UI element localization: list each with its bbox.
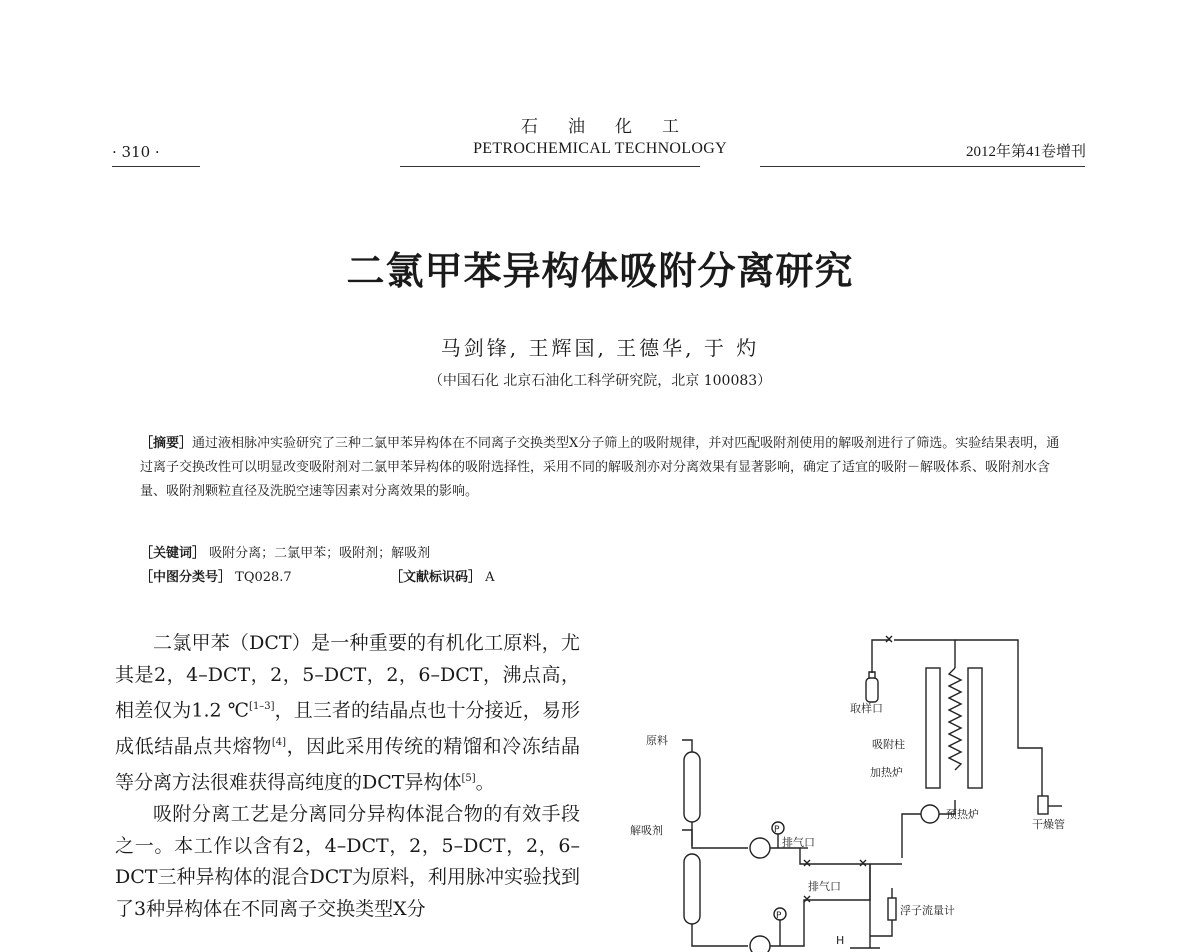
label-column: 吸附柱 [872,738,905,751]
paragraph-1 [115,628,580,799]
apparatus-diagram [610,628,1110,952]
classification [140,566,292,585]
document-code-value: A [485,570,495,585]
document-code [390,566,495,585]
sample-line [872,640,890,653]
citation-1-3: [1–3] [249,701,275,713]
dry-tube [1038,796,1048,814]
label-gauge-2: P [776,911,782,921]
desorbent-vessel [684,854,700,924]
feed-inlet [682,740,692,752]
sample-vessel [866,678,878,702]
label-feed: 原料 [646,734,668,747]
body-text [115,628,580,925]
keywords [140,542,430,561]
abstract [140,432,1060,504]
label-vent-2: 排气口 [808,880,841,893]
preheater-symbol [921,805,939,823]
column-right-jacket [968,668,982,788]
p1-d: 。 [475,771,495,794]
label-flowmeter: 浮子流量计 [900,904,955,917]
classification-value: TQ028.7 [235,570,292,585]
classification-label: ［中图分类号］ [140,570,232,585]
header-rule-left [112,166,200,167]
header-rule-center [400,166,700,167]
header-rule-right [760,166,1085,167]
citation-5: [5] [461,773,476,785]
document-code-label: ［文献标识码］ [390,570,482,585]
abstract-text: 通过液相脉冲实验研究了三种二氯甲苯异构体在不同离子交换类型X分子筛上的吸附规律，并对匹配吸附剂使用的解吸剂进行了筛选。实验结果表明，通过离子交换改性可以明显改变吸附剂对二氯甲苯异构体的吸附选择性，采用不同的解吸剂亦对分离效果有显著影响，确定了适宜的吸附－解吸体系、吸附剂水含量、吸附剂颗粒直径及洗脱空速等因素对分离效果的影响。 [140,436,1060,499]
heating-coil [949,668,961,770]
feed-vessel [684,752,700,822]
page-number: · 310 · [112,143,160,161]
p1-c: ，因此采用传统的精馏和冷冻结晶等分离方法很难获得高纯度的DCT异构体 [115,735,580,794]
label-h2: H [836,934,845,947]
label-gauge-1: P [774,825,780,835]
citation-4: [4] [271,737,286,749]
flowmeter [888,898,896,920]
paper-title: 二氯甲苯异构体吸附分离研究 [346,249,854,293]
label-preheater: 预热炉 [946,808,979,821]
p1-b: ，且三者的结晶点也十分接近，易形成低结晶点共熔物 [115,699,580,758]
label-dry-tube: 干燥管 [1032,818,1065,831]
pump-1 [750,838,770,858]
label-desorbent: 解吸剂 [630,824,663,837]
keywords-label: ［关键词］ [140,546,206,561]
issue-info: 2012年第41卷增刊 [965,144,1086,160]
abstract-label: ［摘要］ [140,436,193,451]
journal-title-cn: 石油化工 [521,117,709,137]
label-furnace: 加热炉 [870,766,903,779]
keywords-text: 吸附分离；二氯甲苯；吸附剂；解吸剂 [209,546,431,561]
authors: 马剑锋, 王辉国, 王德华, 于 灼 [440,336,760,360]
column-left-jacket [926,668,940,788]
desorbent-inlet [682,830,692,846]
affiliation: （中国石化 北京石油化工科学研究院，北京 100083） [428,373,772,389]
paragraph-2: 吸附分离工艺是分离同分异构体混合物的有效手段之一。本工作以含有2，4–DCT，2，5–DCT，2，6–DCT三种异构体的混合DCT为原料，利用脉冲实验找到了3种异构体在不同离子交换类型X分 [115,802,580,920]
pump-2 [750,936,770,952]
p1-a: 二氯甲苯（DCT）是一种重要的有机化工原料，尤其是2，4–DCT，2，5–DCT，2，6–DCT，沸点高，相差仅为1.2 ℃ [115,632,580,722]
journal-title-en: PETROCHEMICAL TECHNOLOGY [473,140,727,157]
label-sample-port: 取样口 [850,702,883,715]
label-vent-1: 排气口 [782,836,815,849]
